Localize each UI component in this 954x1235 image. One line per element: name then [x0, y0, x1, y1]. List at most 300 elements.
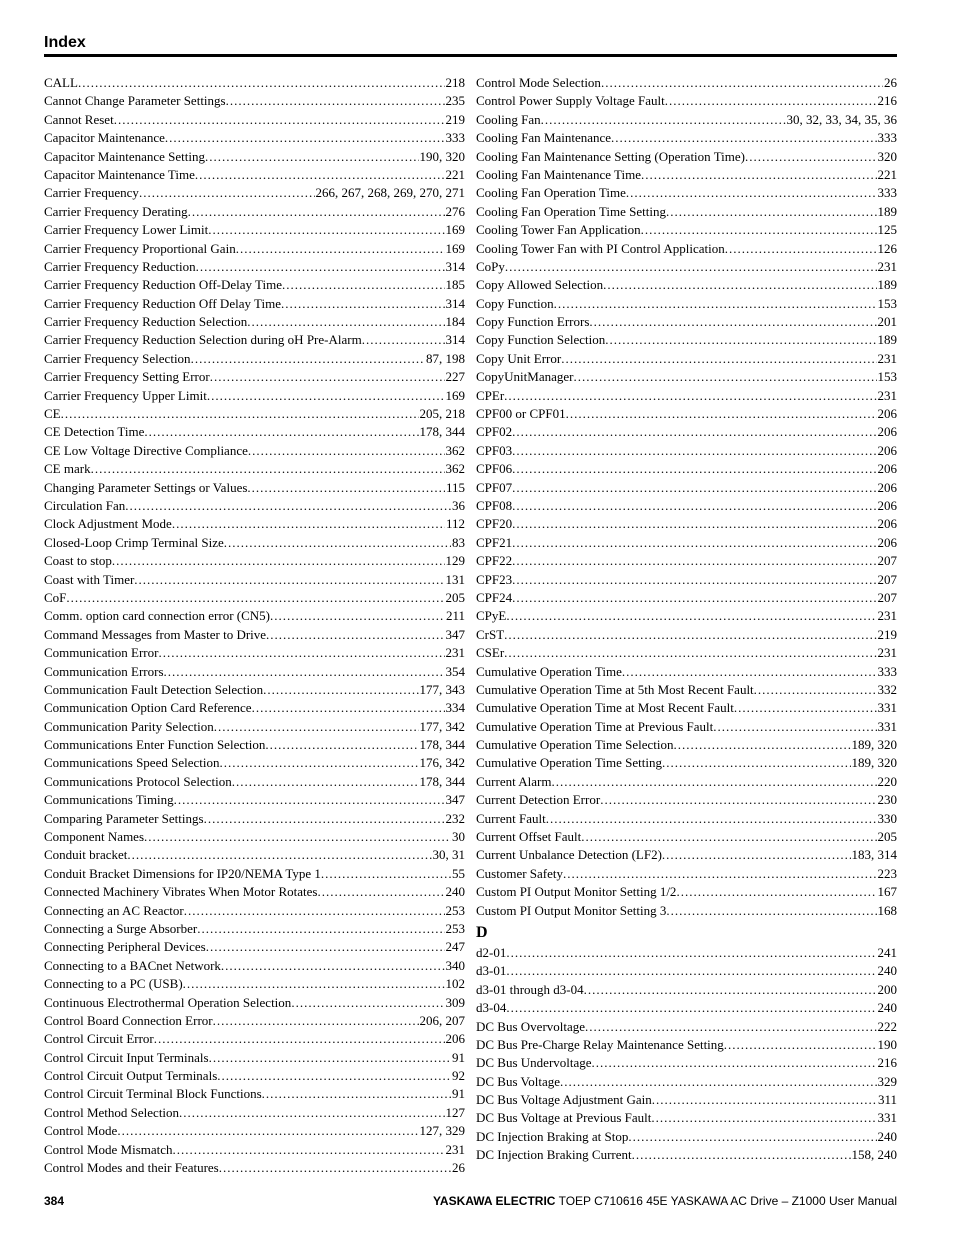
index-page-ref: 329: [877, 1073, 897, 1089]
index-term: CE Detection Time: [44, 424, 145, 440]
index-entry: [44, 111, 465, 129]
index-entry: [44, 994, 465, 1012]
index-term: Component Names: [44, 829, 145, 845]
index-term: Communication Errors: [44, 663, 164, 679]
index-term: Custom PI Output Monitor Setting 3: [476, 902, 667, 918]
index-term: DC Injection Braking Current: [476, 1147, 632, 1163]
index-page-ref: 169: [445, 222, 465, 238]
index-page-ref: 30: [452, 829, 465, 845]
index-page-ref: 231: [445, 1141, 465, 1157]
index-page-ref: 178, 344: [419, 737, 465, 753]
index-term: Carrier Frequency Upper Limit: [44, 387, 207, 403]
index-term: CPyE: [476, 608, 507, 624]
index-term: Connected Machinery Vibrates When Motor Rotates: [44, 884, 318, 900]
dot-leader: [236, 240, 445, 258]
index-term: d3-04: [476, 1000, 507, 1016]
index-term: CSEr: [476, 645, 505, 661]
index-term: CPF06: [476, 461, 513, 477]
index-page-ref: 216: [877, 93, 897, 109]
index-term: Carrier Frequency Selection: [44, 350, 191, 366]
index-term: CPF03: [476, 442, 513, 458]
index-page-ref: 30, 32, 33, 34, 35, 36: [786, 111, 897, 127]
index-entry: [476, 1091, 897, 1109]
index-entry: [476, 944, 897, 962]
index-term: Communication Fault Detection Selection: [44, 681, 264, 697]
dot-leader: [512, 497, 876, 515]
index-entry: [476, 552, 897, 570]
index-entry: [44, 148, 465, 166]
index-page-ref: 211: [445, 608, 465, 624]
index-page-ref: 190, 320: [419, 148, 465, 164]
index-term: Copy Allowed Selection: [476, 277, 604, 293]
index-entry: [476, 295, 897, 313]
index-entry: [44, 1122, 465, 1140]
index-term: Carrier Frequency: [44, 185, 139, 201]
dot-leader: [611, 129, 876, 147]
index-page-ref: 189: [877, 203, 897, 219]
dot-leader: [506, 944, 876, 962]
dot-leader: [560, 1073, 876, 1091]
index-entry: [44, 166, 465, 184]
index-page-ref: 206: [877, 534, 897, 550]
index-entry: [476, 865, 897, 883]
index-entry: [44, 1030, 465, 1048]
dot-leader: [725, 240, 877, 258]
index-page-ref: 266, 267, 268, 269, 270, 271: [315, 185, 465, 201]
index-term: Communications Timing: [44, 792, 174, 808]
index-page-ref: 206: [877, 406, 897, 422]
index-term: Cumulative Operation Time Setting: [476, 755, 662, 771]
index-page-ref: 205: [445, 589, 465, 605]
index-entry: [44, 865, 465, 883]
index-page-ref: 220: [877, 773, 897, 789]
index-entry: [44, 699, 465, 717]
index-column-right: [476, 74, 897, 1165]
dot-leader: [554, 295, 877, 313]
dot-leader: [226, 92, 445, 110]
index-entry: [476, 515, 897, 533]
index-page-ref: 230: [877, 792, 897, 808]
index-term: Control Circuit Input Terminals: [44, 1049, 209, 1065]
index-term: Carrier Frequency Reduction Off Delay Time: [44, 295, 281, 311]
index-entry: [476, 129, 897, 147]
dot-leader: [652, 1091, 877, 1109]
dot-leader: [165, 129, 445, 147]
index-term: Cumulative Operation Time Selection: [476, 737, 674, 753]
index-entry: [476, 981, 897, 999]
index-entry: [44, 791, 465, 809]
index-page-ref: 189, 320: [851, 737, 897, 753]
index-page-ref: 91: [452, 1049, 465, 1065]
index-term: CrST: [476, 626, 505, 642]
index-entry: [476, 999, 897, 1017]
dot-leader: [745, 148, 877, 166]
dot-leader: [632, 1146, 851, 1164]
index-entry: [44, 1085, 465, 1103]
index-term: Current Alarm: [476, 773, 552, 789]
dot-leader: [622, 663, 877, 681]
dot-leader: [154, 1030, 445, 1048]
dot-leader: [112, 552, 445, 570]
index-page-ref: 331: [877, 1110, 897, 1126]
index-page-ref: 206: [877, 424, 897, 440]
index-page-ref: 219: [877, 626, 897, 642]
index-entry: [476, 754, 897, 772]
index-page-ref: 333: [877, 663, 897, 679]
dot-leader: [506, 999, 876, 1017]
index-page-ref: 153: [877, 369, 897, 385]
index-page-ref: 240: [877, 963, 897, 979]
index-entry: [476, 166, 897, 184]
footer-doc-title: TOEP C710616 45E YASKAWA AC Drive – Z1000 User Manual: [558, 1194, 897, 1208]
index-term: Control Circuit Output Terminals: [44, 1068, 218, 1084]
index-entry: [44, 846, 465, 864]
index-term: Custom PI Output Monitor Setting 1/2: [476, 884, 677, 900]
dot-leader: [676, 883, 876, 901]
dot-leader: [662, 754, 851, 772]
dot-leader: [188, 203, 445, 221]
dot-leader: [724, 1036, 877, 1054]
index-page-ref: 129: [445, 553, 465, 569]
dot-leader: [207, 387, 445, 405]
index-term: Control Mode: [44, 1123, 118, 1139]
index-entry: [476, 1128, 897, 1146]
dot-leader: [117, 1122, 418, 1140]
index-page-ref: 222: [877, 1018, 897, 1034]
index-entry: [476, 184, 897, 202]
dot-leader: [628, 1128, 876, 1146]
dot-leader: [127, 846, 431, 864]
index-page-ref: 115: [445, 479, 465, 495]
index-page-ref: 169: [445, 240, 465, 256]
index-page-ref: 320: [877, 148, 897, 164]
index-page-ref: 158, 240: [851, 1147, 897, 1163]
index-page-ref: 330: [877, 810, 897, 826]
index-term: Control Board Connection Error: [44, 1012, 213, 1028]
dot-leader: [512, 460, 876, 478]
index-page-ref: 314: [445, 332, 465, 348]
index-page-ref: 333: [877, 130, 897, 146]
index-entry: [44, 203, 465, 221]
index-term: DC Bus Undervoltage: [476, 1055, 592, 1071]
index-term: CE Low Voltage Directive Compliance: [44, 442, 248, 458]
index-entry: [44, 479, 465, 497]
index-page-ref: 362: [445, 461, 465, 477]
dot-leader: [224, 534, 451, 552]
index-entry: [44, 552, 465, 570]
dot-leader: [666, 203, 877, 221]
index-page-ref: 153: [877, 295, 897, 311]
dot-leader: [584, 981, 877, 999]
dot-leader: [184, 902, 445, 920]
index-term: Connecting to a PC (USB): [44, 976, 183, 992]
index-term: Carrier Frequency Reduction Off-Delay Time: [44, 277, 283, 293]
index-page-ref: 309: [445, 994, 465, 1010]
index-term: Capacitor Maintenance Time: [44, 166, 195, 182]
index-term: Coast to stop: [44, 553, 112, 569]
index-page-ref: 168: [877, 902, 897, 918]
index-entry: [44, 902, 465, 920]
index-term: Communications Enter Function Selection: [44, 737, 266, 753]
dot-leader: [566, 405, 877, 423]
index-entry: [476, 589, 897, 607]
index-entry: [476, 1036, 897, 1054]
index-term: Connecting Peripheral Devices: [44, 939, 206, 955]
index-term: Control Mode Selection: [476, 75, 601, 90]
index-page-ref: 311: [877, 1092, 897, 1108]
index-page-ref: 221: [445, 166, 465, 182]
dot-leader: [217, 1067, 451, 1085]
index-entry: [476, 1146, 897, 1164]
index-term: Control Circuit Error: [44, 1031, 154, 1047]
index-page-ref: 231: [877, 608, 897, 624]
index-page-ref: 169: [445, 387, 465, 403]
index-entry: [44, 1159, 465, 1177]
index-term: Carrier Frequency Setting Error: [44, 369, 210, 385]
dot-leader: [281, 295, 445, 313]
dot-leader: [662, 846, 851, 864]
footer-page-number: 384: [44, 1194, 65, 1208]
index-entry: [476, 423, 897, 441]
dot-leader: [506, 607, 876, 625]
dot-leader: [66, 589, 444, 607]
dot-leader: [205, 148, 418, 166]
index-entry: [44, 773, 465, 791]
dot-leader: [512, 423, 876, 441]
index-term: Communications Protocol Selection: [44, 773, 232, 789]
index-entry: [44, 957, 465, 975]
index-page-ref: 91: [452, 1086, 465, 1102]
dot-leader: [214, 718, 419, 736]
dot-leader: [208, 221, 444, 239]
dot-leader: [204, 810, 445, 828]
index-entry: [44, 534, 465, 552]
index-entry: [44, 368, 465, 386]
index-term: CoF: [44, 589, 67, 605]
index-term: CE mark: [44, 461, 91, 477]
index-page-ref: 227: [445, 369, 465, 385]
dot-leader: [506, 962, 876, 980]
index-term: Cannot Reset: [44, 111, 114, 127]
index-entry: [44, 387, 465, 405]
index-term: Cooling Fan Operation Time: [476, 185, 626, 201]
index-entry: [44, 129, 465, 147]
index-page-ref: 178, 344: [419, 773, 465, 789]
page-header-title: Index: [44, 34, 86, 51]
index-page-ref: 201: [877, 314, 897, 330]
dot-leader: [221, 957, 445, 975]
index-term: Closed-Loop Crimp Terminal Size: [44, 534, 224, 550]
index-page-ref: 206: [877, 516, 897, 532]
index-page-ref: 219: [445, 111, 465, 127]
index-entry: [44, 883, 465, 901]
index-term: d3-01 through d3-04: [476, 981, 584, 997]
index-page-ref: 36: [452, 497, 465, 513]
dot-leader: [504, 626, 876, 644]
dot-leader: [512, 515, 876, 533]
dot-leader: [561, 350, 876, 368]
index-page-ref: 231: [877, 350, 897, 366]
index-term: Carrier Frequency Reduction Selection during oH Pre-Alarm: [44, 332, 362, 348]
index-page-ref: 189: [877, 277, 897, 293]
index-entry: [44, 828, 465, 846]
dot-leader: [206, 938, 445, 956]
index-entry: [44, 1012, 465, 1030]
dot-leader: [263, 681, 418, 699]
index-entry: [476, 846, 897, 864]
index-term: CPF21: [476, 534, 513, 550]
dot-leader: [504, 387, 876, 405]
dot-leader: [581, 828, 876, 846]
dot-leader: [651, 1109, 876, 1127]
dot-leader: [134, 571, 444, 589]
index-entry: [44, 589, 465, 607]
dot-leader: [512, 552, 876, 570]
index-page-ref: 126: [877, 240, 897, 256]
index-page-ref: 206: [877, 497, 897, 513]
index-term: DC Bus Voltage at Previous Fault: [476, 1110, 652, 1126]
dot-leader: [174, 791, 445, 809]
index-page-ref: 231: [877, 645, 897, 661]
dot-leader: [674, 736, 851, 754]
index-term: Capacitor Maintenance Setting: [44, 148, 206, 164]
index-term: Copy Function Selection: [476, 332, 606, 348]
dot-leader: [573, 368, 876, 386]
dot-leader: [213, 1012, 419, 1030]
index-page-ref: 127, 329: [419, 1123, 465, 1139]
dot-leader: [262, 1085, 451, 1103]
index-term: Cumulative Operation Time at Most Recent Fault: [476, 700, 734, 716]
dot-leader: [641, 221, 877, 239]
index-term: DC Bus Voltage Adjustment Gain: [476, 1092, 652, 1108]
index-term: Cannot Change Parameter Settings: [44, 93, 226, 109]
dot-leader: [247, 479, 445, 497]
index-entry: [476, 962, 897, 980]
index-page-ref: 241: [877, 944, 897, 960]
index-page-ref: 231: [877, 387, 897, 403]
index-entry: [476, 736, 897, 754]
dot-leader: [641, 166, 876, 184]
dot-leader: [665, 92, 877, 110]
index-page-ref: 333: [877, 185, 897, 201]
index-entry: [476, 810, 897, 828]
dot-leader: [512, 534, 876, 552]
index-page-ref: 131: [445, 571, 465, 587]
index-entry: [44, 607, 465, 625]
index-entry: [476, 902, 897, 920]
index-page-ref: 340: [445, 957, 465, 973]
index-term: Communication Option Card Reference: [44, 700, 252, 716]
index-page-ref: 190: [877, 1036, 897, 1052]
index-term: Cooling Tower Fan with PI Control Application: [476, 240, 725, 256]
index-entry: [44, 810, 465, 828]
index-term: Control Mode Mismatch: [44, 1141, 173, 1157]
index-entry: [476, 276, 897, 294]
index-term: CPF22: [476, 553, 513, 569]
index-term: Cooling Fan Maintenance Setting (Operation Time): [476, 148, 745, 164]
dot-leader: [734, 699, 877, 717]
index-entry: [476, 718, 897, 736]
index-page-ref: 231: [445, 645, 465, 661]
index-term: DC Bus Voltage: [476, 1073, 561, 1089]
dot-leader: [601, 74, 883, 92]
index-term: CPF02: [476, 424, 513, 440]
dot-leader: [605, 331, 876, 349]
index-page-ref: 232: [445, 810, 465, 826]
dot-leader: [195, 166, 445, 184]
dot-leader: [362, 331, 445, 349]
index-entry: [44, 497, 465, 515]
dot-leader: [197, 920, 444, 938]
dot-leader: [270, 607, 445, 625]
index-term: Command Messages from Master to Drive: [44, 626, 267, 642]
index-page-ref: 331: [877, 718, 897, 734]
index-term: DC Bus Pre-Charge Relay Maintenance Setting: [476, 1036, 724, 1052]
index-term: DC Bus Overvoltage: [476, 1018, 586, 1034]
index-entry: [476, 387, 897, 405]
index-term: Carrier Frequency Proportional Gain: [44, 240, 236, 256]
dot-leader: [504, 644, 876, 662]
index-entry: [476, 203, 897, 221]
index-term: Communication Parity Selection: [44, 718, 214, 734]
index-page-ref: 206, 207: [419, 1012, 465, 1028]
index-page-ref: 331: [877, 700, 897, 716]
index-term: Communication Error: [44, 645, 159, 661]
index-page-ref: 333: [445, 130, 465, 146]
index-entry: [476, 699, 897, 717]
index-term: Continuous Electrothermal Operation Selection: [44, 994, 292, 1010]
dot-leader: [505, 258, 877, 276]
index-entry: [44, 938, 465, 956]
index-term: CALL: [44, 75, 78, 90]
index-term: Current Offset Fault: [476, 829, 582, 845]
index-entry: [476, 368, 897, 386]
index-page-ref: 26: [452, 1160, 465, 1176]
dot-leader: [179, 1104, 444, 1122]
index-term: Conduit bracket: [44, 847, 128, 863]
index-page-ref: 102: [445, 976, 465, 992]
dot-leader: [666, 902, 876, 920]
index-page-ref: 55: [452, 865, 465, 881]
dot-leader: [158, 644, 444, 662]
dot-leader: [512, 589, 876, 607]
index-term: Connecting to a BACnet Network: [44, 957, 221, 973]
index-entry: [44, 644, 465, 662]
dot-leader: [512, 442, 876, 460]
index-entry: [476, 240, 897, 258]
footer-document-info: [433, 1194, 897, 1208]
index-page-ref: 362: [445, 442, 465, 458]
index-entry: [476, 791, 897, 809]
index-entry: [44, 405, 465, 423]
index-column-left: [44, 74, 465, 1177]
index-page-ref: 218: [445, 75, 465, 90]
index-page-ref: 207: [877, 589, 897, 605]
index-entry: [476, 74, 897, 92]
index-entry: [476, 1018, 897, 1036]
dot-leader: [541, 111, 786, 129]
index-page-ref: 216: [877, 1055, 897, 1071]
dot-leader: [114, 111, 445, 129]
index-entry: [44, 1104, 465, 1122]
dot-leader: [78, 74, 445, 92]
dot-leader: [139, 184, 315, 202]
index-entry: [44, 442, 465, 460]
index-term: Customer Safety: [476, 865, 564, 881]
index-entry: [44, 258, 465, 276]
dot-leader: [603, 276, 876, 294]
index-page-ref: 206: [877, 461, 897, 477]
